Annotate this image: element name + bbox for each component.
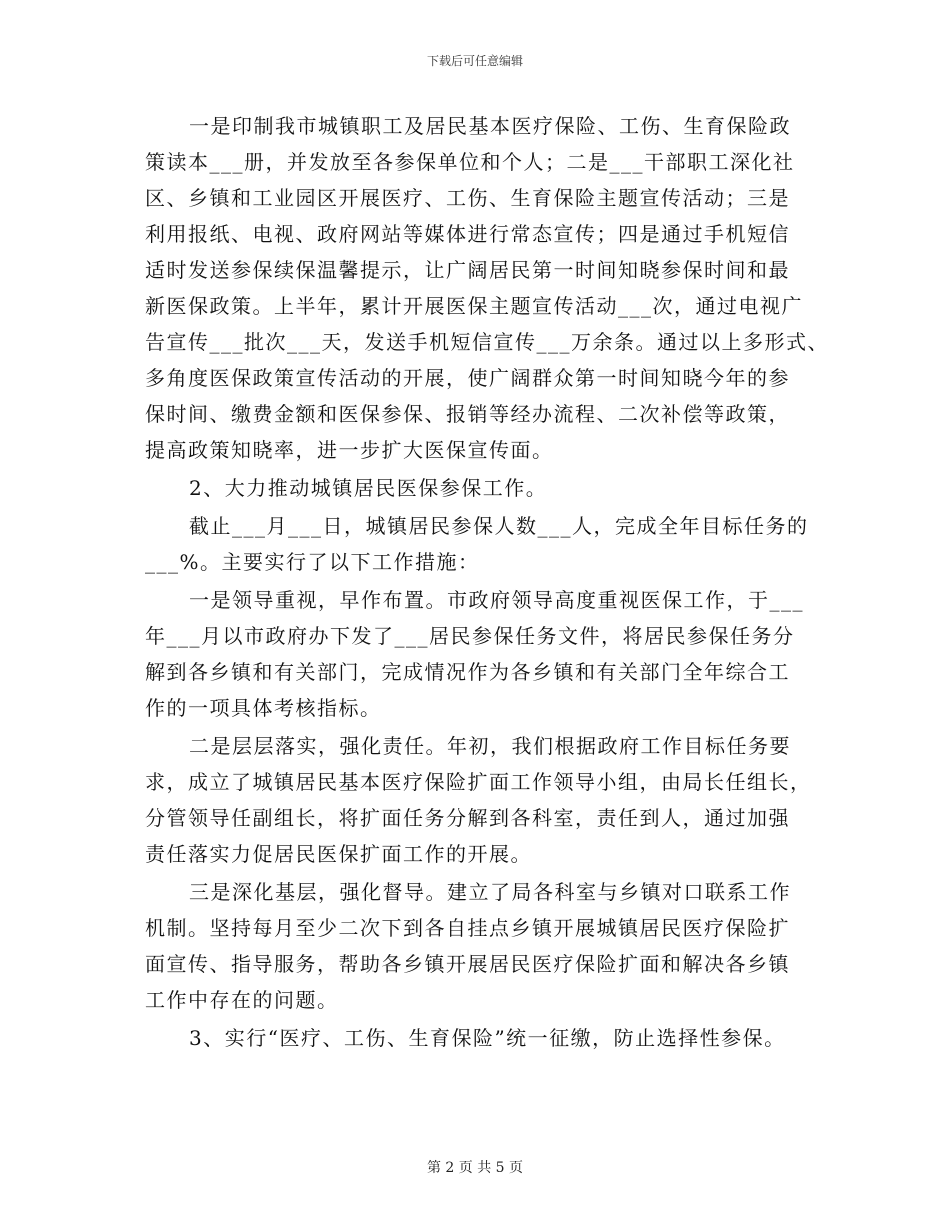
text-line: 一是领导重视，早作布置。市政府领导高度重视医保工作，于___	[189, 588, 804, 612]
section-heading-text: 2、大力推动城镇居民医保参保工作。	[189, 476, 548, 500]
text-line: 一是印制我市城镇职工及居民基本医疗保险、工伤、生育保险政	[189, 114, 791, 138]
text-line: 机制。坚持每月至少二次下到各自挂点乡镇开展城镇居民医疗保险扩	[145, 916, 790, 940]
paragraph-publicity	[145, 108, 829, 468]
text-line: 三是深化基层，强化督导。建立了局各科室与乡镇对口联系工作	[189, 880, 791, 904]
text-line: 解到各乡镇和有关部门，完成情况作为各乡镇和有关部门全年综合工	[145, 660, 790, 684]
text-line: 区、乡镇和工业园区开展医疗、工伤、生育保险主题宣传活动；三是	[145, 186, 790, 210]
paragraph-responsibility	[145, 728, 812, 872]
text-line: 提高政策知晓率，进一步扩大医保宣传面。	[145, 438, 554, 462]
text-line: 适时发送参保续保温馨提示，让广阔居民第一时间知晓参保时间和最	[145, 258, 790, 282]
paragraph-enrollment	[145, 508, 809, 580]
page-number-footer: 第 2 页 共 5 页	[426, 1160, 524, 1176]
text-line: 求，成立了城镇居民基本医疗保险扩面工作领导小组，由局长任组长，	[145, 770, 812, 794]
text-line: 作的一项具体考核指标。	[145, 696, 382, 720]
text-line: 面宣传、指导服务，帮助各乡镇开展居民医疗保险扩面和解决各乡镇	[145, 952, 790, 976]
page-header-note: 下载后可任意编辑	[426, 54, 523, 68]
text-line: 利用报纸、电视、政府网站等媒体进行常态宣传；四是通过手机短信	[145, 222, 790, 246]
section-heading-text: 3、实行“医疗、工伤、生育保险”统一征缴，防止选择性参保。	[189, 1026, 786, 1050]
text-line: 年___月以市政府办下发了___居民参保任务文件，将居民参保任务分	[145, 624, 795, 648]
paragraph-leadership	[145, 582, 805, 726]
document-body	[145, 108, 829, 1056]
text-line: 告宣传___批次___天，发送手机短信宣传___万余条。通过以上多形式、	[145, 330, 829, 354]
section-heading-2	[145, 470, 805, 506]
paragraph-supervision	[145, 874, 805, 1018]
text-line: 二是层层落实，强化责任。年初，我们根据政府工作目标任务要	[189, 734, 791, 758]
section-heading-3	[145, 1020, 805, 1056]
text-line: 策读本___册，并发放至各参保单位和个人；二是___干部职工深化社	[145, 150, 795, 174]
text-line: 分管领导任副组长，将扩面任务分解到各科室，责任到人，通过加强	[145, 806, 790, 830]
text-line: 新医保政策。上半年，累计开展医保主题宣传活动___次，通过电视广	[145, 294, 803, 318]
text-line: 截止___月___日，城镇居民参保人数___人，完成全年目标任务的	[189, 514, 809, 538]
text-line: 保时间、缴费金额和医保参保、报销等经办流程、二次补偿等政策，	[145, 402, 790, 426]
text-line: ___%。主要实行了以下工作措施：	[145, 550, 480, 574]
text-line: 工作中存在的问题。	[145, 988, 339, 1012]
text-line: 多角度医保政策宣传活动的开展，使广阔群众第一时间知晓今年的参	[145, 366, 790, 390]
text-line: 责任落实力促居民医保扩面工作的开展。	[145, 842, 532, 866]
